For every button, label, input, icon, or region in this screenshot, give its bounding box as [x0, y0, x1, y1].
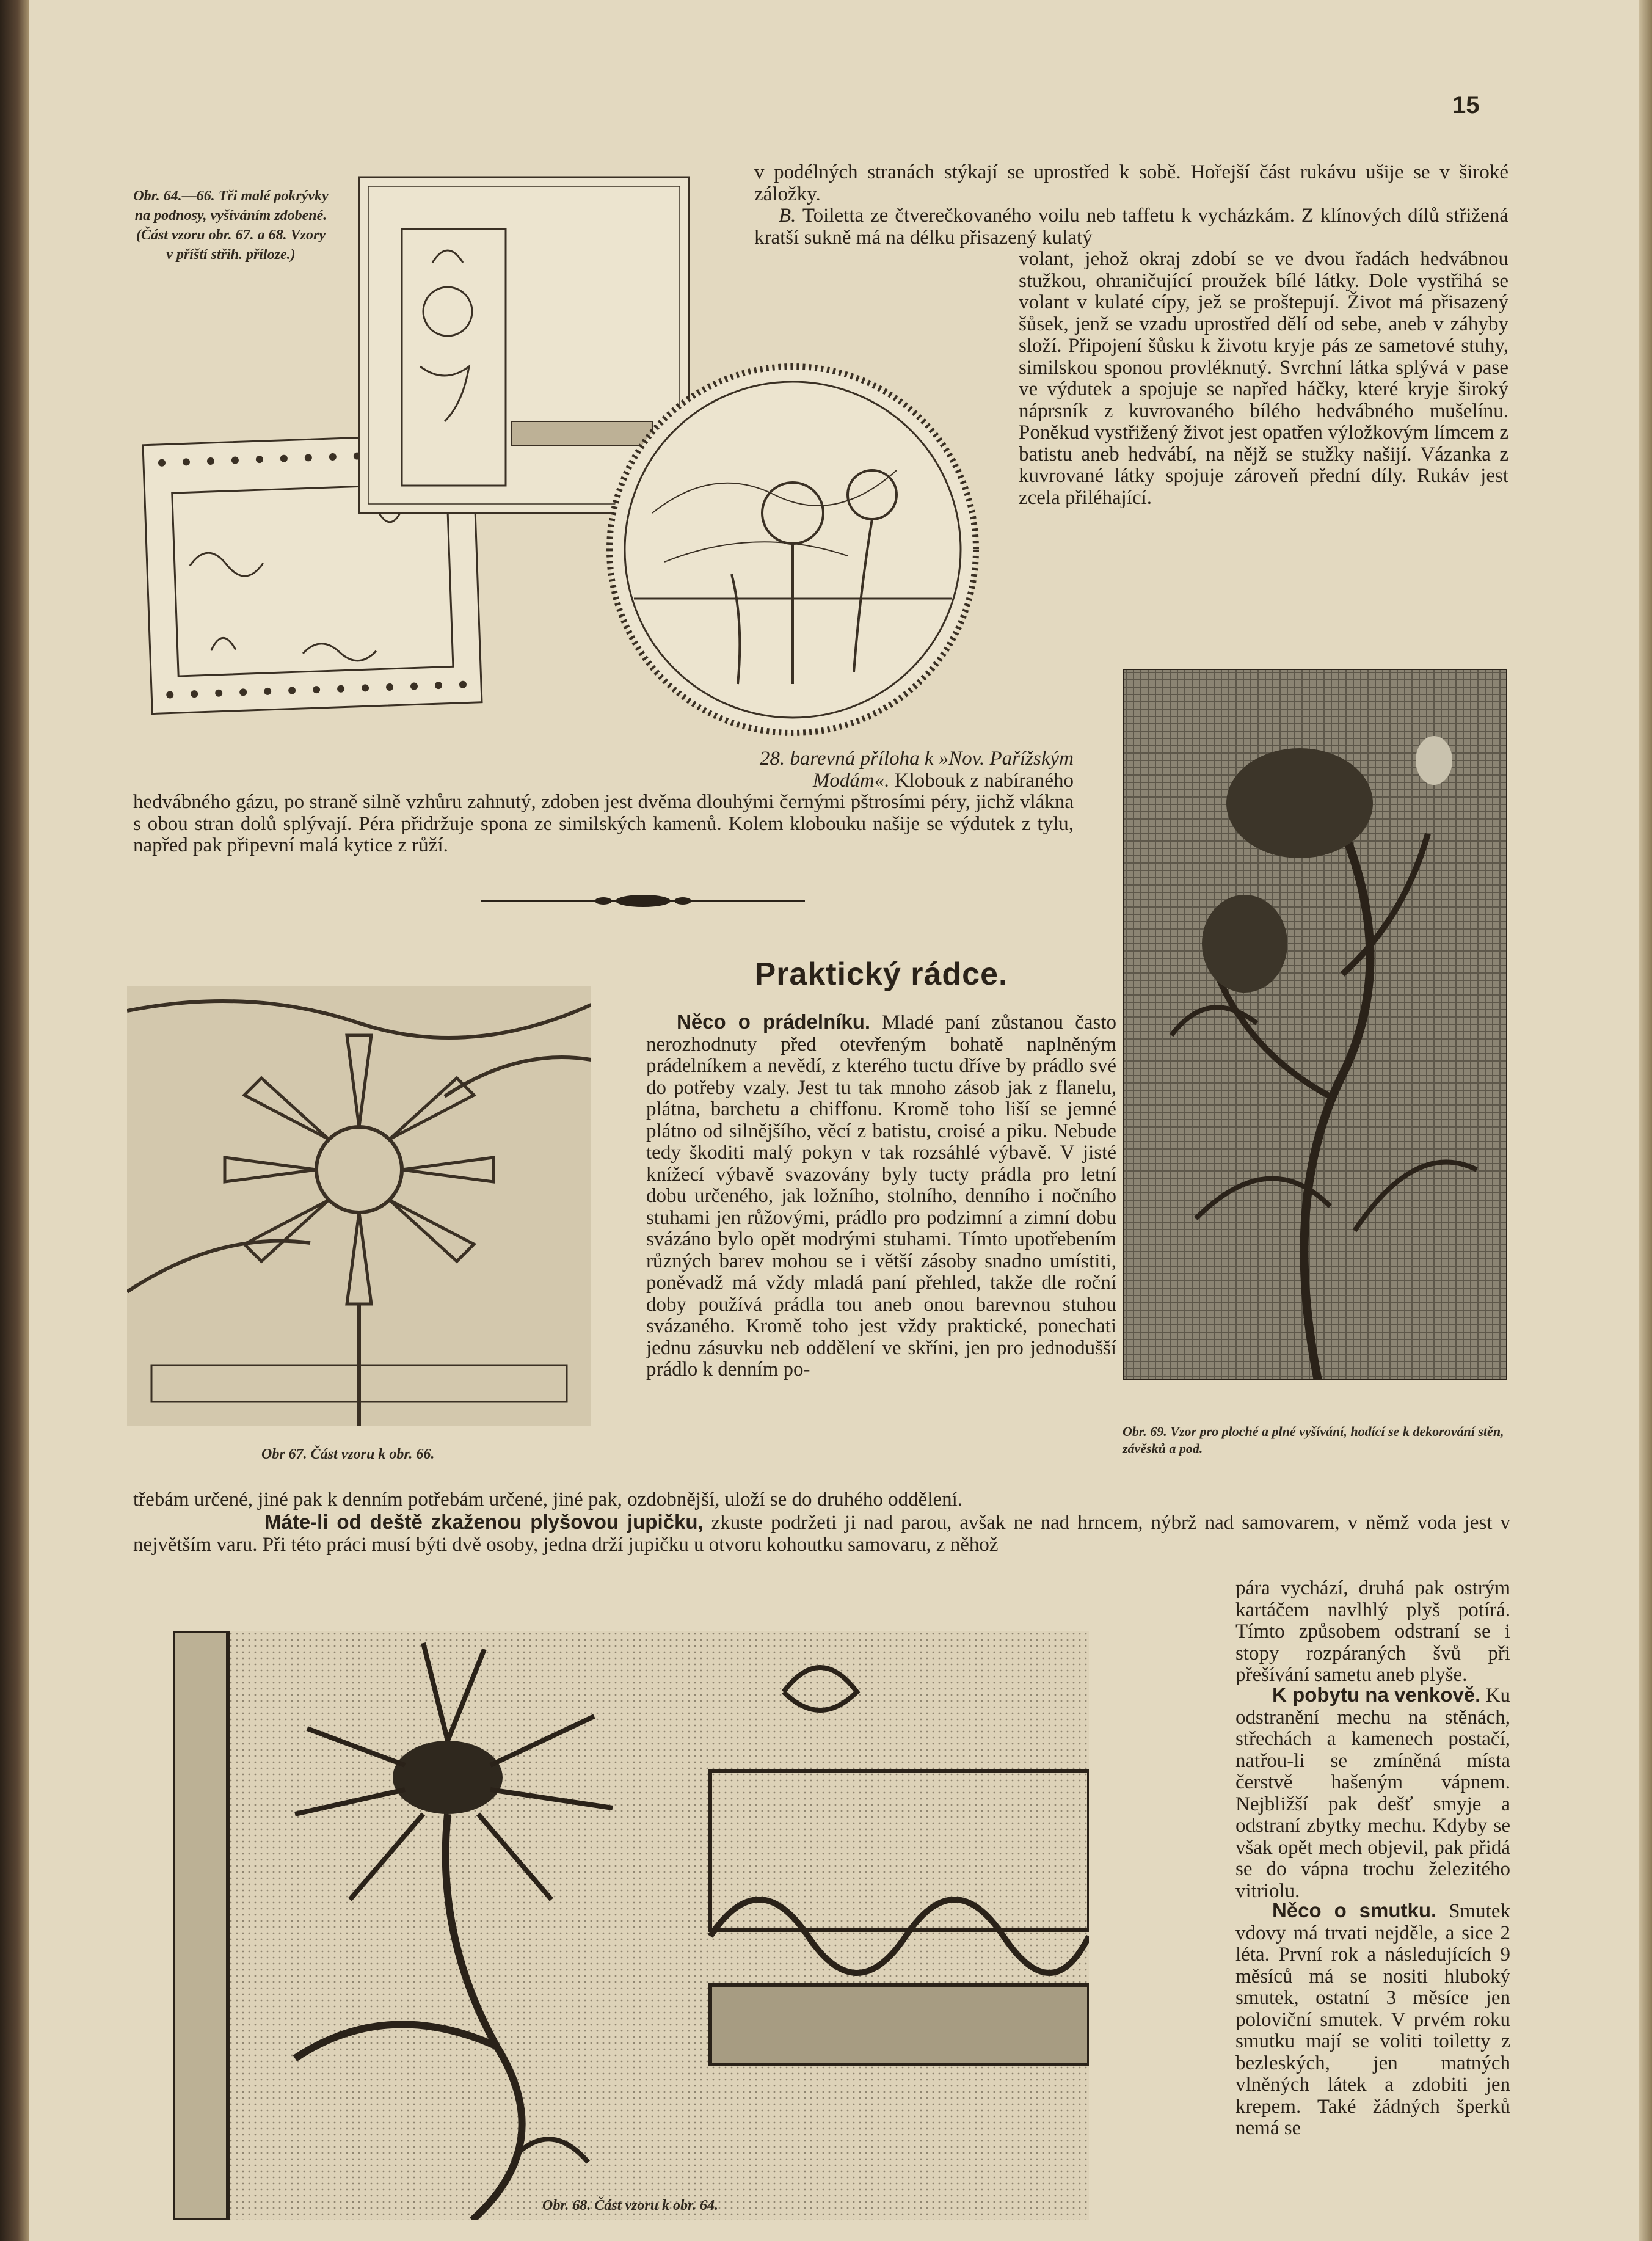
section-p1-full: třebám určené, jiné pak k denním potřebám určené, jiné pak, ozdobnější, uloží se do druhého oddělení. — [133, 1489, 963, 1510]
page-edge — [1639, 0, 1652, 2241]
section-p4 — [1235, 1900, 1510, 2140]
section-p3-lead: K pobytu na venkově. — [1272, 1683, 1481, 1706]
section-p4-lead: Něco o smutku. — [1272, 1899, 1437, 1922]
figure-68-daisy-border — [173, 1631, 1089, 2220]
section-p1-lead: Něco o prádelníku. — [677, 1010, 871, 1033]
article-para-28-heading — [738, 748, 1074, 792]
article-para-b-body: volant, jehož okraj zdobí se ve dvou řadách hedvábnou stužkou, ohraničující proužek bílé látky. Dole vystřihá se volant v kulaté cípy, jež se proštepují. Život má přisazený šůsek, jenž se vzadu uprostřed dělí od sebe, aneb v záhyby složí. Připojení šůsku k životu kryje pás ze sametové stuhy, similskou sponou provléknutý. Svrchní látka splývá v pase ve výdutek a spojuje se napřed háčky, které kryje široký náprsník z kuvrovaného bílého hedvábného mušelínu. Poněkud vystřižený život jest opatřen výložkovým límcem z batistu aneb hedvábí, na nějž se stužky našijí. Vázanka z kuvrované látky spojuje zároveň přední díly. Rukáv jest zcela přiléhající. — [1019, 248, 1508, 509]
article-para-b-head — [754, 205, 1508, 249]
section-p2-text: zkuste podržeti ji nad parou, avšak ne nad hrncem, nýbrž nad samovarem, v němž voda jest v největším varu. Při této práci musí býti dvě osoby, jedna drží jupičku u otvoru kohoutku samovaru, z něhož — [133, 1512, 1511, 1556]
figure-67-cornflower-pattern — [127, 986, 591, 1426]
caption-fig-67: Obr 67. Část vzoru k obr. 66. — [261, 1446, 435, 1462]
doily-round — [609, 366, 976, 733]
figure-64-66-doilies — [115, 171, 1019, 745]
section-p2-lead: Máte-li od deště zkaženou plyšovou jupičku, — [264, 1510, 704, 1533]
article-para-28-title: 28. barevná příloha k »Nov. Pařížským Modám«. — [759, 748, 1074, 792]
article-para-top: v podélných stranách stýkají se uprostřed k sobě. Hořejší část rukávu ušije se v široké záložky. — [754, 161, 1508, 205]
article-para-b-head-text: Toiletta ze čtverečkovaného voilu neb taffetu k vycházkám. Z klínových dílů střižená kratší sukně má na délku přisazený kulatý — [754, 205, 1509, 249]
caption-fig-68: Obr. 68. Část vzoru k obr. 64. — [542, 2198, 719, 2214]
section-title: Praktický rádce. — [754, 957, 1008, 992]
section-p1 — [646, 1011, 1116, 1381]
caption-fig-69: Obr. 69. Vzor pro ploché a plné vyšívání, hodící se k dekorování stěn, závěsků a pod. — [1123, 1424, 1504, 1456]
section-p1-text: Mladé paní zůstanou často nerozhodnuty před otevřeným bohatě naplněným prádelníkem a nevědí, z kterého tuctu dříve by prádlo své do potřeby vzaly. Jest tu tak mnoho zásob jak z flanelu, plátna, barchetu a chiffonu. Kromě toho liší se jemné plátno od silnějšího, věcí z batistu, croisé a piku. Nebude tedy škoditi malý pokyn v tak rozsáhlé výbavě. V jisté knížecí výbavě svazovány byly tucty prádla pro letní dobu určeného, jak ložního, stolního, denního i nočního stuhami jen růžovými, prádlo pro podzimní a zimní dobu svázáno bylo opět modrými stuhami. Tímto upotřebením různých barev mohou se i větší zásoby snadno umístiti, poněvadž má vždy mladá paní přehled, takže dle roční doby používá prádla tou aneb onou barevnou stuhou svázaného. Kromě toho jest vždy praktické, ponechati jednu zásuvku neb oddělení ve skříni, jen pro jednodušší prádlo k denním po- — [646, 1011, 1116, 1380]
section-p4-text: Smutek vdovy má trvati nejděle, a sice 2 léta. První rok a následujících 9 měsíců má se nositi hluboký smutek, ostatní 3 měsíce jen poloviční smutek. V prvém roku smutku mají se voliti toiletty z bezleských, jen matných vlněných látek a zdobiti jen krepem. Také žádných šperků nemá se — [1235, 1900, 1510, 2139]
section-p3-text: Ku odstranění mechu na stěnách, střechách a kamenech postačí, natřou-li se zmíněná místa čerstvě hašeným vápnem. Nejbližší pak dešť smyje a odstraní zbytky mechu. Kdyby se však opět mech objevil, pak přidá se do vápna trochu železitého vitriolu. — [1235, 1685, 1511, 1902]
section-p2 — [133, 1511, 1510, 1556]
magazine-page — [29, 0, 1652, 2241]
ornament-divider — [481, 892, 805, 910]
book-binding — [0, 0, 29, 2241]
article-para-28-right: Klobouk z nabíraného — [894, 769, 1074, 792]
article-para-b-marker: B. — [779, 205, 796, 227]
caption-fig-64-66: Obr. 64.—66. Tři malé pokrývky na podnosy, vyšíváním zdobené. (Část vzoru obr. 67. a 68. Vzory v příští střih. příloze.) — [133, 188, 329, 263]
page-number: 15 — [1452, 92, 1480, 118]
article-para-28-body: hedvábného gázu, po straně silně vzhůru zahnutý, zdoben jest dvěma dlouhými černými pštrosími péry, jichž vlákna s obou stran dolů splývají. Péra přidržuje spona ze similských kamenů. Kolem klobouku našije se výdutek z tylu, napřed pak připevní malá kytice z růží. — [133, 791, 1074, 856]
figure-69-wall-pattern — [1123, 669, 1507, 1380]
section-p2-col: pára vychází, druhá pak ostrým kartáčem navlhlý plyš potírá. Tímto způsobem odstraní se i stopy rozpáraných švů při přešívání sametu aneb plyše. — [1235, 1577, 1510, 1686]
section-p3 — [1235, 1684, 1510, 1902]
